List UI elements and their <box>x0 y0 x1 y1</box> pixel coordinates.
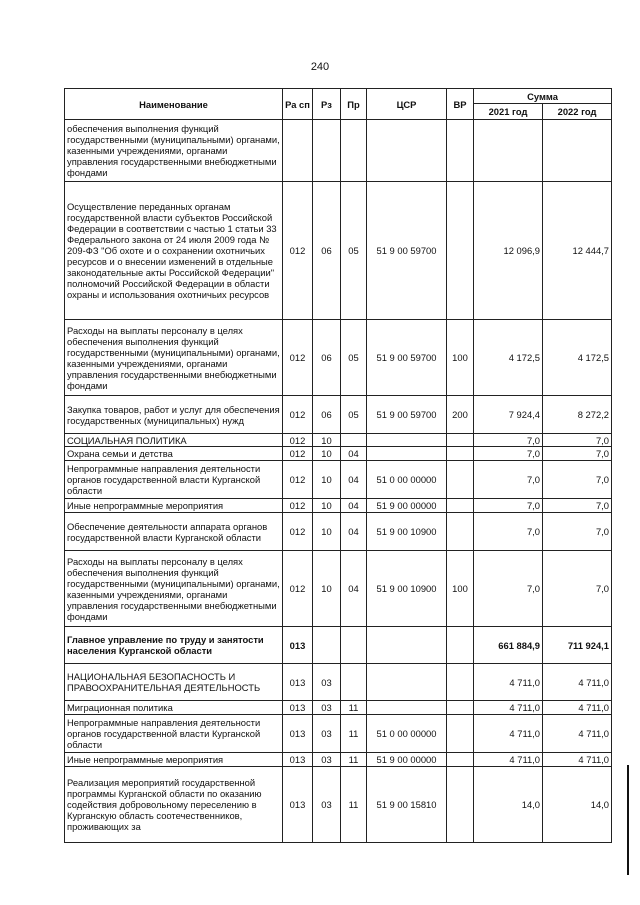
cell-name: Закупка товаров, работ и услуг для обеспечения государственных (муниципальных) нужд <box>65 396 283 434</box>
cell-rz: 10 <box>313 551 341 627</box>
cell-name: СОЦИАЛЬНАЯ ПОЛИТИКА <box>65 434 283 447</box>
cell-y2022: 4 172,5 <box>543 320 612 396</box>
cell-name: Расходы на выплаты персоналу в целях обеспечения выполнения функций государственными (муниципальными) органами, казенными учреждениями, органами управления государственными внебюджетными фондами <box>65 320 283 396</box>
cell-y2021: 4 172,5 <box>474 320 543 396</box>
header-2021: 2021 год <box>474 104 543 120</box>
cell-csr: 51 9 00 00000 <box>367 499 447 513</box>
header-pr: Пр <box>341 89 367 120</box>
cell-y2021: 14,0 <box>474 767 543 843</box>
cell-name: Охрана семьи и детства <box>65 447 283 461</box>
cell-vr <box>447 434 474 447</box>
cell-rz: 03 <box>313 715 341 753</box>
header-rasp: Ра сп <box>283 89 313 120</box>
cell-y2021: 4 711,0 <box>474 715 543 753</box>
cell-rasp: 012 <box>283 461 313 499</box>
cell-name: Осуществление переданных органам государственной власти субъектов Российской Федерации в соответствии с частью 1 статьи 33 Федерального закона от 24 июля 2009 года № 209-ФЗ "Об охоте и о сохранении охотничьих ресурсов и о внесении изменений в отдельные законодательные акты Российской Федерации" полномочий Российской Федерации в области охраны и использования охотничьих ресурсов <box>65 182 283 320</box>
cell-name: Непрограммные направления деятельности органов государственной власти Курганской области <box>65 715 283 753</box>
cell-pr <box>341 664 367 701</box>
header-vr: ВР <box>447 89 474 120</box>
cell-y2022: 7,0 <box>543 513 612 551</box>
cell-y2022: 7,0 <box>543 461 612 499</box>
cell-pr: 11 <box>341 753 367 767</box>
cell-rz: 06 <box>313 320 341 396</box>
cell-y2022: 7,0 <box>543 447 612 461</box>
table-row <box>65 513 612 551</box>
cell-rasp: 012 <box>283 447 313 461</box>
cell-csr: 51 9 00 59700 <box>367 182 447 320</box>
cell-pr: 11 <box>341 715 367 753</box>
cell-csr: 51 0 00 00000 <box>367 715 447 753</box>
cell-y2021: 661 884,9 <box>474 627 543 664</box>
cell-csr: 51 0 00 00000 <box>367 461 447 499</box>
cell-pr: 04 <box>341 461 367 499</box>
cell-rz: 10 <box>313 447 341 461</box>
cell-y2021: 7 924,4 <box>474 396 543 434</box>
cell-vr <box>447 182 474 320</box>
cell-pr: 11 <box>341 701 367 715</box>
cell-name: Непрограммные направления деятельности органов государственной власти Курганской области <box>65 461 283 499</box>
page-number: 240 <box>310 61 330 73</box>
cell-pr <box>341 627 367 664</box>
cell-vr: 200 <box>447 396 474 434</box>
header-rz: Рз <box>313 89 341 120</box>
cell-rz: 10 <box>313 499 341 513</box>
cell-y2022: 14,0 <box>543 767 612 843</box>
cell-csr: 51 9 00 10900 <box>367 551 447 627</box>
header-sum: Сумма <box>474 89 612 104</box>
cell-y2022: 7,0 <box>543 551 612 627</box>
cell-rasp: 012 <box>283 320 313 396</box>
cell-y2022: 4 711,0 <box>543 701 612 715</box>
cell-csr: 51 9 00 59700 <box>367 396 447 434</box>
cell-y2021: 7,0 <box>474 461 543 499</box>
cell-vr <box>447 715 474 753</box>
cell-vr <box>447 767 474 843</box>
table-row <box>65 320 612 396</box>
cell-y2022 <box>543 120 612 182</box>
table-row <box>65 664 612 701</box>
cell-name: Расходы на выплаты персоналу в целях обеспечения выполнения функций государственными (муниципальными) органами, казенными учреждениями, органами управления государственными внебюджетными фондами <box>65 551 283 627</box>
cell-pr <box>341 120 367 182</box>
cell-rasp: 013 <box>283 664 313 701</box>
cell-name: Иные непрограммные мероприятия <box>65 499 283 513</box>
cell-vr <box>447 499 474 513</box>
cell-vr: 100 <box>447 551 474 627</box>
cell-rasp: 013 <box>283 627 313 664</box>
cell-y2021: 12 096,9 <box>474 182 543 320</box>
header-2022: 2022 год <box>543 104 612 120</box>
cell-name: Иные непрограммные мероприятия <box>65 753 283 767</box>
cell-rasp <box>283 120 313 182</box>
cell-pr: 05 <box>341 320 367 396</box>
cell-rasp: 012 <box>283 434 313 447</box>
cell-rasp: 012 <box>283 182 313 320</box>
cell-y2021: 4 711,0 <box>474 753 543 767</box>
cell-y2021: 7,0 <box>474 447 543 461</box>
cell-name: обеспечения выполнения функций государственными (муниципальными) органами, казенными учреждениями, органами управления государственными внебюджетными фондами <box>65 120 283 182</box>
table-row <box>65 120 612 182</box>
table-row <box>65 627 612 664</box>
cell-rz: 03 <box>313 767 341 843</box>
cell-rasp: 013 <box>283 701 313 715</box>
cell-rz: 03 <box>313 753 341 767</box>
cell-y2022: 711 924,1 <box>543 627 612 664</box>
cell-pr: 05 <box>341 182 367 320</box>
cell-y2021: 7,0 <box>474 513 543 551</box>
cell-pr <box>341 434 367 447</box>
cell-name: НАЦИОНАЛЬНАЯ БЕЗОПАСНОСТЬ И ПРАВООХРАНИТЕЛЬНАЯ ДЕЯТЕЛЬНОСТЬ <box>65 664 283 701</box>
cell-rasp: 013 <box>283 753 313 767</box>
cell-rasp: 013 <box>283 715 313 753</box>
cell-vr <box>447 513 474 551</box>
cell-vr <box>447 753 474 767</box>
cell-y2022: 12 444,7 <box>543 182 612 320</box>
table-row <box>65 461 612 499</box>
cell-y2022: 4 711,0 <box>543 753 612 767</box>
cell-rz: 06 <box>313 396 341 434</box>
cell-csr <box>367 434 447 447</box>
cell-name: Реализация мероприятий государственной программы Курганской области по оказанию содействия добровольному переселению в Курганскую область соотечественников, проживающих за <box>65 767 283 843</box>
cell-csr: 51 9 00 59700 <box>367 320 447 396</box>
cell-y2021: 4 711,0 <box>474 701 543 715</box>
cell-vr <box>447 120 474 182</box>
table-row <box>65 434 612 447</box>
table-row <box>65 701 612 715</box>
cell-y2022: 7,0 <box>543 499 612 513</box>
cell-rasp: 012 <box>283 499 313 513</box>
cell-name: Миграционная политика <box>65 701 283 715</box>
cell-y2021: 4 711,0 <box>474 664 543 701</box>
table-row <box>65 551 612 627</box>
cell-name: Главное управление по труду и занятости населения Курганской области <box>65 627 283 664</box>
cell-vr: 100 <box>447 320 474 396</box>
cell-pr: 05 <box>341 396 367 434</box>
cell-rasp: 013 <box>283 767 313 843</box>
header-csr: ЦСР <box>367 89 447 120</box>
table-row <box>65 447 612 461</box>
cell-pr: 04 <box>341 447 367 461</box>
table-row <box>65 182 612 320</box>
cell-rz: 10 <box>313 513 341 551</box>
cell-csr <box>367 120 447 182</box>
cell-vr <box>447 664 474 701</box>
cell-pr: 04 <box>341 551 367 627</box>
cell-y2022: 4 711,0 <box>543 664 612 701</box>
table-row <box>65 753 612 767</box>
cell-rz <box>313 627 341 664</box>
cell-pr: 11 <box>341 767 367 843</box>
table-row <box>65 715 612 753</box>
cell-vr <box>447 701 474 715</box>
cell-y2022: 7,0 <box>543 434 612 447</box>
cell-rasp: 012 <box>283 551 313 627</box>
cell-y2021: 7,0 <box>474 499 543 513</box>
cell-y2022: 4 711,0 <box>543 715 612 753</box>
cell-csr <box>367 627 447 664</box>
cell-csr: 51 9 00 15810 <box>367 767 447 843</box>
cell-y2021: 7,0 <box>474 434 543 447</box>
cell-vr <box>447 447 474 461</box>
cell-csr <box>367 447 447 461</box>
table-row <box>65 396 612 434</box>
cell-vr <box>447 627 474 664</box>
margin-line <box>627 765 629 875</box>
cell-rasp: 012 <box>283 513 313 551</box>
cell-csr: 51 9 00 10900 <box>367 513 447 551</box>
table-row <box>65 767 612 843</box>
cell-rz: 03 <box>313 664 341 701</box>
cell-csr: 51 9 00 00000 <box>367 753 447 767</box>
cell-pr: 04 <box>341 513 367 551</box>
budget-table <box>64 88 612 843</box>
cell-y2021 <box>474 120 543 182</box>
header-name: Наименование <box>65 89 283 120</box>
cell-csr <box>367 701 447 715</box>
cell-rasp: 012 <box>283 396 313 434</box>
cell-rz: 10 <box>313 461 341 499</box>
table-row <box>65 499 612 513</box>
cell-csr <box>367 664 447 701</box>
cell-vr <box>447 461 474 499</box>
cell-rz: 03 <box>313 701 341 715</box>
cell-y2021: 7,0 <box>474 551 543 627</box>
cell-rz <box>313 120 341 182</box>
cell-rz: 10 <box>313 434 341 447</box>
cell-pr: 04 <box>341 499 367 513</box>
cell-y2022: 8 272,2 <box>543 396 612 434</box>
cell-rz: 06 <box>313 182 341 320</box>
cell-name: Обеспечение деятельности аппарата органов государственной власти Курганской области <box>65 513 283 551</box>
